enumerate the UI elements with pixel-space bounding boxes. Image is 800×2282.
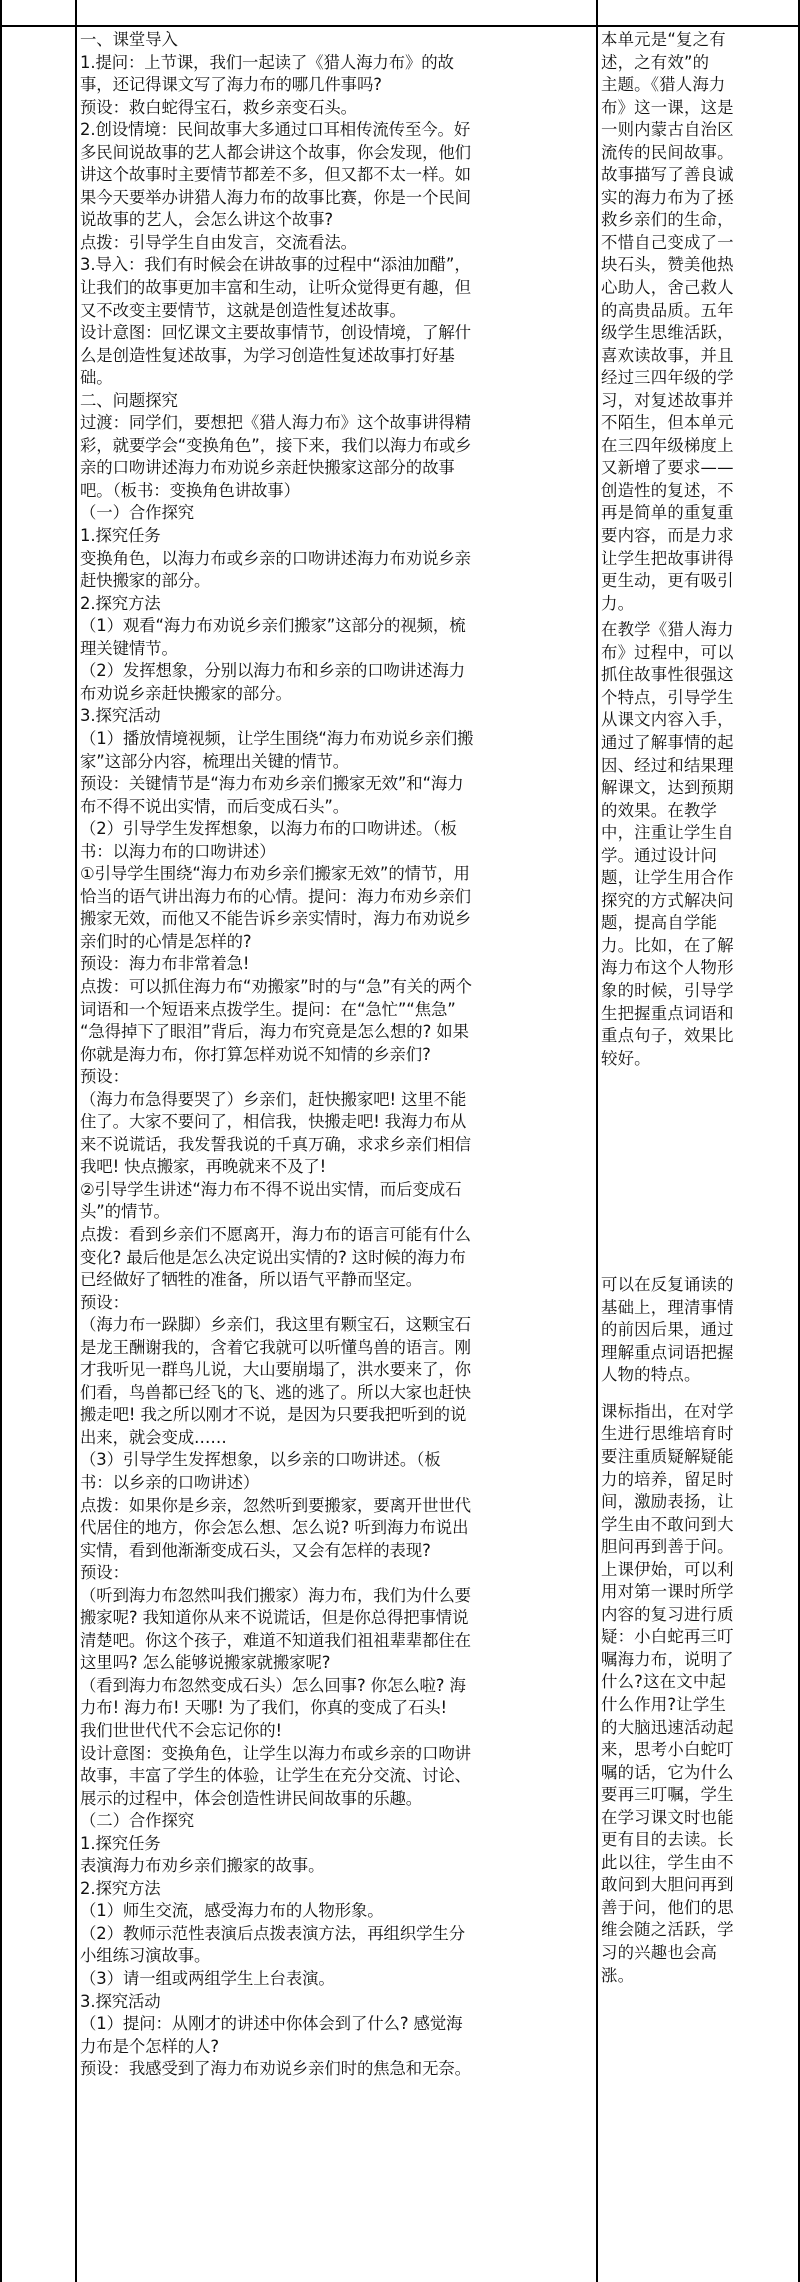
lesson-line: 你就是海力布，你打算怎样劝说不知情的乡亲们? [80, 1044, 431, 1064]
lesson-line: ②引导学生讲述“海力布不得不说出实情，而后变成石 [80, 1179, 462, 1199]
commentary-line: 布》这一课，这是 [601, 97, 734, 117]
lesson-line: 吧。（板书：变换角色讲故事） [80, 480, 300, 500]
commentary-line: 救乡亲们的生命， [601, 210, 734, 230]
commentary-line: 块石头，赞美他热 [601, 255, 734, 275]
commentary-line: 学。通过设计问 [601, 845, 718, 865]
commentary-line: 什么?这在文中起 [601, 1672, 727, 1692]
commentary-line: 不陌生，但本单元 [601, 413, 734, 433]
lesson-line: （2）发挥想象，分别以海力布和乡亲的口吻讲述海力 [80, 661, 466, 681]
lesson-line: 搬走吧! 我之所以刚才不说，是因为只要我把听到的说 [80, 1405, 467, 1425]
commentary-line: 抓住故事性很强这 [601, 665, 734, 685]
lesson-line: 搬家呢? 我知道你从来不说谎话，但是你总得把事情说 [80, 1608, 469, 1628]
column-divider-right [596, 0, 598, 2282]
lesson-line: （1）提问：从刚才的讲述中你体会到了什么? 感觉海 [80, 2014, 463, 2034]
lesson-line: 预设：海力布非常着急! [80, 954, 250, 974]
commentary-line: 间，激励表扬，让 [601, 1492, 734, 1512]
commentary-line: 创造性的复述，不 [601, 480, 734, 500]
commentary-line: 课标指出，在对学 [601, 1401, 734, 1421]
commentary-line: 习的兴趣也会高 [601, 1943, 718, 1963]
commentary-line: 理解重点词语把握 [601, 1342, 734, 1362]
lesson-line: 预设：我感受到了海力布劝说乡亲们时的焦急和无奈。 [80, 2059, 471, 2079]
commentary-teaching-approach [601, 619, 797, 1070]
lesson-line: （2）引导学生发挥想象，以海力布的口吻讲述。（板 [80, 819, 457, 839]
commentary-line: 较好。 [601, 1048, 651, 1068]
lesson-line: 布不得不说出实情，而后变成石头”。 [80, 796, 350, 816]
lesson-line: （一）合作探究 [80, 503, 195, 523]
commentary-line: 解课文，达到预期 [601, 778, 734, 798]
commentary-line: 级学生思维活跃， [601, 323, 734, 343]
commentary-line: 布》过程中，可以 [601, 642, 734, 662]
lesson-line: 书：以乡亲的口吻讲述） [80, 1473, 260, 1492]
commentary-line: 流传的民间故事。 [601, 142, 734, 162]
lesson-line: 3.导入：我们有时候会在讲故事的过程中“添油加醋”， [80, 255, 471, 275]
commentary-line: 敢问到大胆问再到 [601, 1875, 734, 1895]
lesson-line: 搬家无效，而他又不能告诉乡亲实情时，海力布劝说乡 [80, 909, 471, 929]
lesson-line: 2.探究方法 [80, 1878, 161, 1898]
lesson-line: 果今天要举办讲猎人海力布的故事比赛，你是一个民间 [80, 187, 471, 207]
lesson-line: 已经做好了牺牲的准备，所以语气平静而坚定。 [80, 1270, 423, 1290]
commentary-line: 心助人，舍己救人 [601, 278, 734, 298]
commentary-line: 从课文内容入手， [601, 710, 734, 730]
commentary-line: 嘱的话，它为什么 [601, 1762, 734, 1782]
commentary-line: 的前因后果，通过 [601, 1320, 734, 1340]
lesson-line: 说故事的艺人，会怎么讲这个故事? [80, 210, 333, 230]
commentary-line: 来，思考小白蛇叮 [601, 1740, 734, 1760]
commentary-line: 什么作用?让学生 [601, 1695, 727, 1714]
lesson-line: （2）教师示范性表演后点拨表演方法，再组织学生分 [80, 1923, 466, 1943]
commentary-line: 在学习课文时也能 [601, 1807, 734, 1827]
lesson-line: 住了。大家不要问了，相信我，快搬走吧! 我海力布从 [80, 1112, 467, 1132]
lesson-line: 布劝说乡亲赶快搬家的部分。 [80, 683, 292, 703]
commentary-line: 重点句子，效果比 [601, 1026, 734, 1046]
lesson-line: 一、课堂导入 [80, 30, 178, 49]
commentary-line: 用对第一课时所学 [601, 1582, 734, 1602]
lesson-line: 词语和一个短语来点拨学生。提问：在“急忙”“焦急” [80, 999, 456, 1019]
commentary-line: 基础上，理清事情 [601, 1297, 734, 1317]
commentary-line: 内容的复习进行质 [601, 1604, 734, 1624]
table-header-row [2, 0, 800, 27]
lesson-line: 设计意图：变换角色，让学生以海力布或乡亲的口吻讲 [80, 1743, 471, 1763]
lesson-line: （海力布一跺脚）乡亲们，我这里有颗宝石，这颗宝石 [80, 1315, 471, 1335]
lesson-line: 恰当的语气讲出海力布的心情。提问：海力布劝乡亲们 [80, 886, 471, 906]
commentary-unit-theme [601, 29, 797, 615]
lesson-line: ①引导学生围绕“海力布劝乡亲们搬家无效”的情节，用 [80, 864, 470, 884]
commentary-line: 探究的方式解决问 [601, 890, 734, 910]
lesson-line: 变换角色，以海力布或乡亲的口吻讲述海力布劝说乡亲 [80, 548, 471, 568]
lesson-line: 实情，看到他渐渐变成石头，又会有怎样的表现? [80, 1540, 431, 1560]
lesson-line: 故事，丰富了学生的体验，让学生在充分交流、讨论、 [80, 1766, 471, 1786]
commentary-line: 不惜自己变成了一 [601, 232, 734, 252]
lesson-line: 础。 [80, 368, 113, 388]
lesson-line: 这里吗? 怎么能够说搬家就搬家呢? [80, 1653, 331, 1673]
commentary-line: 学生由不敢问到大 [601, 1514, 734, 1534]
commentary-line: 维会随之活跃，学 [601, 1920, 734, 1940]
commentary-line: 更生动，更有吸引 [601, 571, 734, 591]
lesson-procedure-column [80, 29, 592, 2081]
lesson-line: 清楚吧。你这个孩子，难道不知道我们祖祖辈辈都住在 [80, 1630, 471, 1650]
lesson-line: （海力布急得要哭了）乡亲们，赶快搬家吧! 这里不能 [80, 1089, 467, 1109]
commentary-line: 胆问再到善于问。 [601, 1537, 734, 1557]
lesson-line: 亲们时的心情是怎样的? [80, 931, 252, 951]
commentary-line: 涨。 [601, 1965, 635, 1985]
lesson-line: 才我听见一群鸟儿说，大山要崩塌了，洪水要来了，你 [80, 1360, 471, 1380]
commentary-line: 在三四年级梯度上 [601, 435, 734, 455]
commentary-line: 的高贵品质。五年 [601, 300, 734, 320]
commentary-line: 人物的特点。 [601, 1365, 701, 1385]
lesson-line: （听到海力布忽然叫我们搬家）海力布，我们为什么要 [80, 1585, 471, 1605]
commentary-line: 让学生把故事讲得 [601, 548, 734, 568]
lesson-line: 1.提问：上节课，我们一起读了《猎人海力布》的故 [80, 52, 454, 72]
lesson-line: 预设：关键情节是“海力布劝乡亲们搬家无效”和“海力 [80, 774, 464, 794]
lesson-line: 多民间说故事的艺人都会讲这个故事，你会发现，他们 [80, 142, 471, 162]
lesson-line: “急得掉下了眼泪”背后，海力布究竟是怎么想的? 如果 [80, 1022, 469, 1042]
lesson-line: 亲的口吻讲述海力布劝说乡亲赶快搬家这部分的故事 [80, 458, 455, 478]
commentary-line: 个特点，引导学生 [601, 687, 734, 707]
commentary-line: 更有目的去读。长 [601, 1830, 734, 1850]
lesson-line: 点拨：看到乡亲们不愿离开，海力布的语言可能有什么 [80, 1224, 471, 1244]
lesson-line: 们看，鸟兽都已经飞的飞、逃的逃了。所以大家也赶快 [80, 1382, 471, 1402]
lesson-line: 二、问题探究 [80, 390, 178, 410]
lesson-line: 让我们的故事更加丰富和生动，让听众觉得更有趣，但 [80, 278, 471, 298]
lesson-line: 3.探究活动 [80, 706, 161, 726]
column-divider-left [75, 0, 77, 2282]
commentary-line: 疑：小白蛇再三叮 [601, 1627, 734, 1647]
commentary-line: 通过了解事情的起 [601, 732, 734, 752]
lesson-line: 讲这个故事时主要情节都差不多，但又都不太一样。如 [80, 165, 471, 185]
lesson-line: 点拨：可以抓住海力布“劝搬家”时的与“急”有关的两个 [80, 976, 472, 996]
lesson-line: 赶快搬家的部分。 [80, 571, 211, 591]
commentary-questioning [601, 1401, 797, 1987]
lesson-line: 点拨：引导学生自由发言，交流看法。 [80, 232, 357, 252]
commentary-line: 习，对复述故事并 [601, 390, 734, 410]
lesson-line: （1）播放情境视频，让学生围绕“海力布劝说乡亲们搬 [80, 728, 474, 748]
lesson-line: （1）师生交流，感受海力布的人物形象。 [80, 1901, 384, 1921]
commentary-line: 中，注重让学生自 [601, 823, 734, 843]
lesson-line: 展示的过程中，体会创造性讲民间故事的乐趣。 [80, 1788, 423, 1808]
commentary-line: 故事描写了善良诚 [601, 165, 734, 185]
lesson-line: 预设： [80, 1563, 129, 1583]
lesson-line: （3）引导学生发挥想象，以乡亲的口吻讲述。（板 [80, 1450, 441, 1470]
lesson-line: 点拨：如果你是乡亲，忽然听到要搬家，要离开世世代 [80, 1495, 471, 1515]
commentary-line: 主题。《猎人海力 [601, 75, 726, 95]
commentary-line: 本单元是“复之有 [601, 30, 726, 49]
commentary-line: 上课伊始，可以利 [601, 1559, 734, 1579]
lesson-line: 变化? 最后他是怎么决定说出实情的? 这时候的海力布 [80, 1247, 466, 1267]
lesson-line: 我们世世代代不会忘记你的! [80, 1721, 282, 1741]
commentary-line: 要再三叮嘱，学生 [601, 1785, 734, 1805]
commentary-line: 再是简单的重复重 [601, 503, 734, 523]
commentary-line: 生把握重点词语和 [601, 1003, 734, 1023]
lesson-line: 设计意图：回忆课文主要故事情节，创设情境，了解什 [80, 323, 471, 343]
commentary-line: 又新增了要求—— [601, 458, 734, 478]
lesson-line: 出来，就会变成…… [80, 1427, 227, 1447]
lesson-line: 彩，就要学会“变换角色”，接下来，我们以海力布或乡 [80, 435, 472, 455]
lesson-line: （二）合作探究 [80, 1811, 195, 1831]
commentary-line: 题，提高自学能 [601, 913, 718, 933]
lesson-line: 是龙王酬谢我的，含着它我就可以听懂鸟兽的语言。刚 [80, 1337, 471, 1357]
lesson-line: 又不改变主要情节，这就是创造性复述故事。 [80, 300, 406, 320]
lesson-line: 家”这部分内容，梳理出关键的情节。 [80, 751, 350, 771]
commentary-line: 喜欢读故事，并且 [601, 345, 734, 365]
lesson-line: 我吧! 快点搬家，再晚就来不及了! [80, 1157, 327, 1177]
lesson-line: 1.探究任务 [80, 526, 161, 546]
lesson-line: 书：以海力布的口吻讲述） [80, 841, 276, 861]
commentary-line: 经过三四年级的学 [601, 368, 734, 388]
commentary-line: 生进行思维培育时 [601, 1424, 734, 1444]
commentary-line: 力的培养，留足时 [601, 1469, 734, 1489]
lesson-line: 事，还记得课文写了海力布的哪几件事吗? [80, 75, 382, 95]
commentary-line: 此以往，学生由不 [601, 1852, 734, 1872]
lesson-line: 3.探究活动 [80, 1991, 161, 2011]
lesson-line: 代居住的地方，你会怎么想、怎么说? 听到海力布说出 [80, 1518, 469, 1538]
commentary-column [601, 29, 797, 1991]
lesson-line: 头”的情节。 [80, 1202, 170, 1222]
commentary-line: 题，让学生用合作 [601, 868, 734, 888]
lesson-line: 预设： [80, 1292, 129, 1312]
lesson-line: 2.探究方法 [80, 593, 161, 613]
commentary-line: 要注重质疑解疑能 [601, 1446, 734, 1466]
lesson-line: 力布是个怎样的人? [80, 2036, 219, 2056]
lesson-line: 力布! 海力布! 天哪! 为了我们，你真的变成了石头! [80, 1698, 448, 1718]
lesson-line: 小组练习演故事。 [80, 1946, 211, 1966]
commentary-line: 力。比如，在了解 [601, 935, 734, 955]
commentary-line: 述，之有效”的 [601, 52, 710, 72]
commentary-line: 在教学《猎人海力 [601, 620, 734, 640]
commentary-line: 的大脑迅速活动起 [601, 1717, 734, 1737]
commentary-line: 因、经过和结果理 [601, 755, 734, 775]
lesson-line: 来不说谎话，我发誓我说的千真万确，求求乡亲们相信 [80, 1134, 471, 1154]
commentary-line: 力。 [601, 593, 635, 613]
commentary-line: 善于问，他们的思 [601, 1897, 734, 1917]
commentary-line: 的效果。在教学 [601, 800, 718, 820]
lesson-line: 预设：救白蛇得宝石，救乡亲变石头。 [80, 97, 357, 117]
lesson-line: 过渡：同学们，要想把《猎人海力布》这个故事讲得精 [80, 413, 471, 433]
commentary-line: 可以在反复诵读的 [601, 1275, 734, 1295]
lesson-line: （1）观看“海力布劝说乡亲们搬家”这部分的视频，梳 [80, 616, 466, 636]
lesson-line: （看到海力布忽然变成石头）怎么回事? 你怎么啦? 海 [80, 1675, 466, 1695]
lesson-line: 么是创造性复述故事，为学习创造性复述故事打好基 [80, 345, 455, 365]
lesson-line: （3）请一组或两组学生上台表演。 [80, 1969, 335, 1989]
lesson-line: 1.探究任务 [80, 1833, 161, 1853]
commentary-line: 一则内蒙古自治区 [601, 120, 734, 140]
commentary-line: 海力布这个人物形 [601, 958, 734, 978]
commentary-line: 象的时候，引导学 [601, 980, 734, 1000]
lesson-line: 理关键情节。 [80, 638, 178, 658]
lesson-line: 表演海力布劝乡亲们搬家的故事。 [80, 1856, 325, 1876]
commentary-line: 要内容，而是力求 [601, 526, 734, 546]
commentary-reading-tip [601, 1274, 797, 1387]
lesson-line: 2.创设情境：民间故事大多通过口耳相传流传至今。好 [80, 120, 471, 140]
lesson-line: 预设： [80, 1067, 129, 1087]
commentary-line: 嘱海力布，说明了 [601, 1649, 734, 1669]
commentary-line: 实的海力布为了拯 [601, 187, 734, 207]
